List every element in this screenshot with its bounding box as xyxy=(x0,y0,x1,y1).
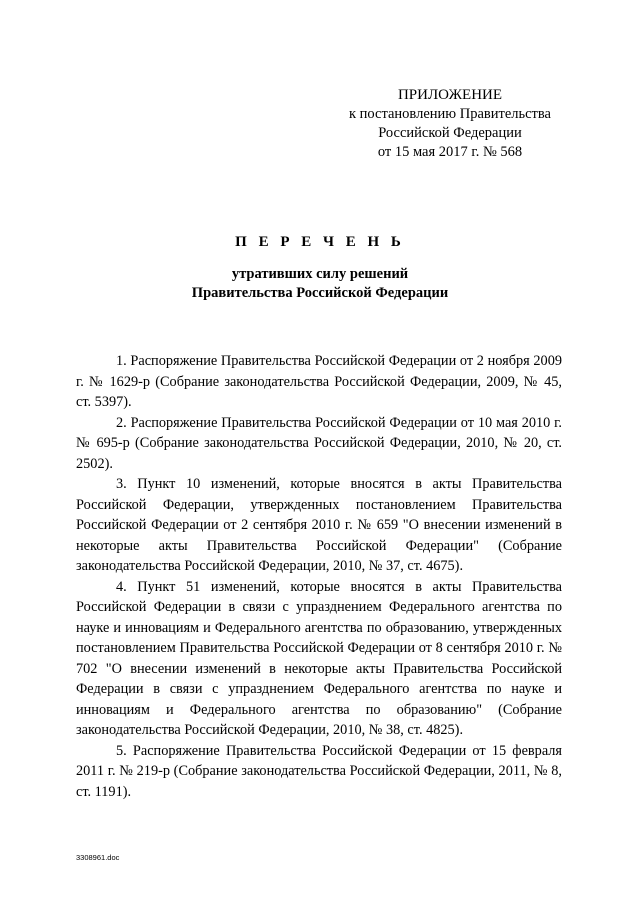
document-title-block xyxy=(60,232,580,303)
appendix-heading: ПРИЛОЖЕНИЕ xyxy=(397,87,503,103)
list-item-3: 3. Пункт 10 изменений, которые вносятся в акты Правительства Российской Федерации, утвержденных постановлением Правительства Российской Федерации от 2 сентября 2010 г. № 659 "О внесении изменений в некоторые акты Правительства Российской Федерации" (Собрание законодательства Российской Федерации, 2010, № 37, ст. 4675). xyxy=(76,476,562,574)
appendix-line-2: Российской Федерации xyxy=(378,125,522,141)
list-item-1: 1. Распоряжение Правительства Российской Федерации от 2 ноября 2009 г. № 1629-р (Собрание законодательства Российской Федерации, 2009, № 45, ст. 5397). xyxy=(76,353,562,410)
document-title: П Е Р Е Ч Е Н Ь xyxy=(235,234,405,250)
appendix-line-1: к постановлению Правительства xyxy=(349,106,551,122)
list-item-2: 2. Распоряжение Правительства Российской Федерации от 10 мая 2010 г. № 695-р (Собрание законодательства Российской Федерации, 2010, № 20, ст. 2502). xyxy=(76,414,562,472)
appendix-block xyxy=(330,86,570,162)
document-file-code: 3308961.doc xyxy=(76,853,120,862)
document-subtitle-1: утративших силу решений xyxy=(231,266,409,282)
list-item-5: 5. Распоряжение Правительства Российской Федерации от 15 февраля 2011 г. № 219-р (Собрание законодательства Российской Федерации, 2011, № 8, ст. 1191). xyxy=(76,742,562,800)
document-subtitle-2: Правительства Российской Федерации xyxy=(191,285,449,301)
document-body xyxy=(76,351,562,802)
appendix-line-3: от 15 мая 2017 г. № 568 xyxy=(377,144,523,160)
list-item-4: 4. Пункт 51 изменений, которые вносятся в акты Правительства Российской Федерации в связи с упразднением Федерального агентства по науке и инновациям и Федерального агентства по образованию, утвержденных постановлением Правительства Российской Федерации от 8 сентября 2010 г. № 702 "О внесении изменений в некоторые акты Правительства Российской Федерации в связи с упразднением Федерального агентства по науке и инновациям и Федерального агентства по образованию" (Собрание законодательства Российской Федерации, 2010, № 38, ст. 4825). xyxy=(76,578,562,738)
